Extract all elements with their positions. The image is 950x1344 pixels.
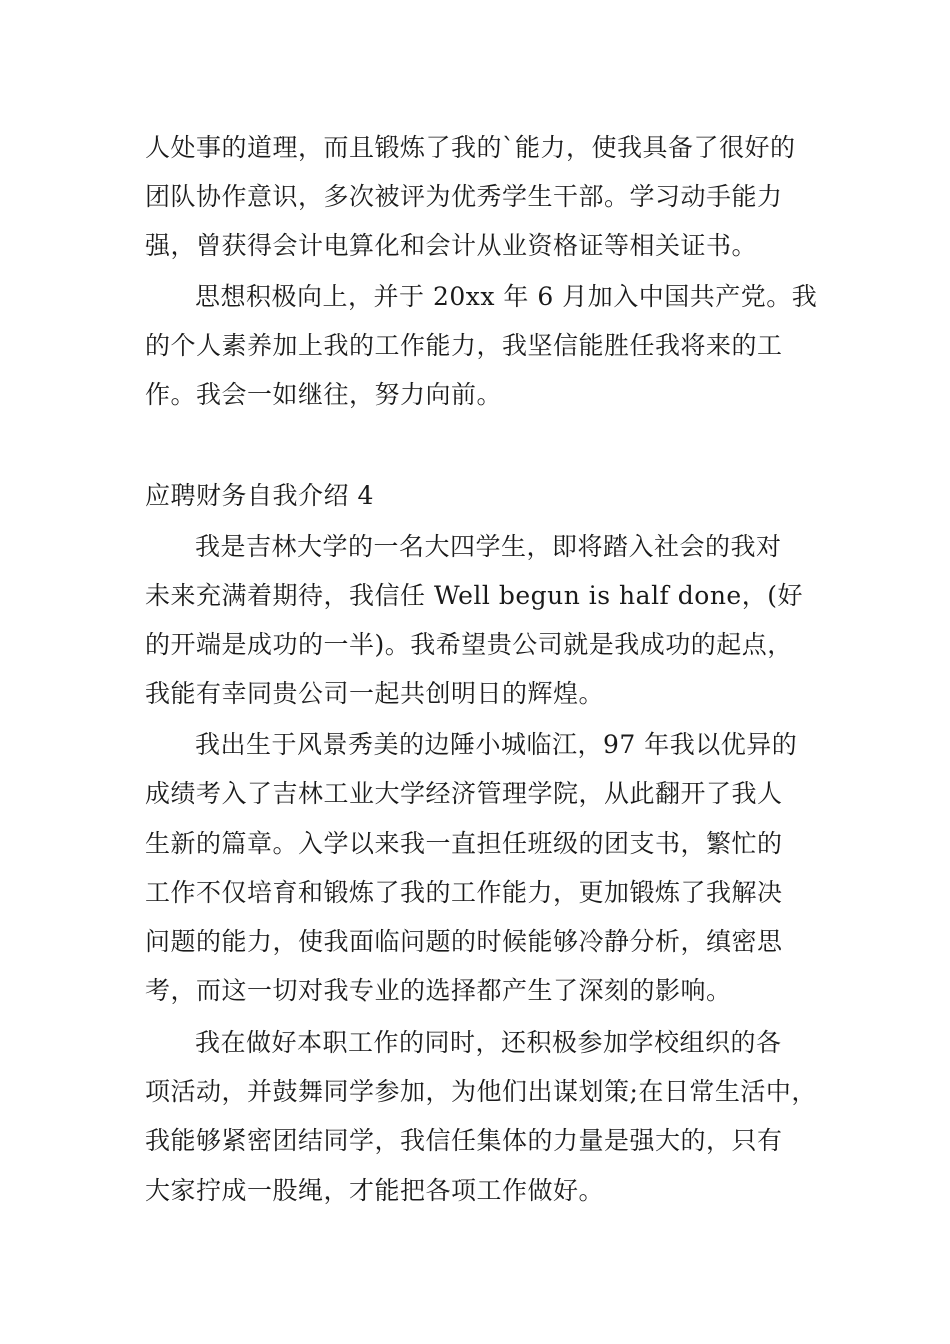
paragraph-first-line: 我在做好本职工作的同时，还积极参加学校组织的各 [195, 1028, 782, 1057]
body-text-line: 项活动，并鼓舞同学参加，为他们出谋划策;在日常生活中， [145, 1077, 817, 1106]
body-text-line: 强，曾获得会计电算化和会计从业资格证等相关证书。 [145, 231, 758, 260]
paragraph-first-line: 我是吉林大学的一名大四学生，即将踏入社会的我对 [195, 532, 782, 561]
body-text-line: 未来充满着期待，我信任 Well begun is half done，(好 [145, 581, 803, 610]
body-text-line: 的开端是成功的一半)。我希望贵公司就是我成功的起点， [145, 630, 793, 659]
body-text-line: 生新的篇章。入学以来我一直担任班级的团支书，繁忙的 [145, 829, 783, 858]
body-text-line: 成绩考入了吉林工业大学经济管理学院，从此翻开了我人 [145, 779, 783, 808]
section-heading: 应聘财务自我介绍 4 [145, 481, 374, 510]
body-text-line: 考，而这一切对我专业的选择都产生了深刻的影响。 [145, 976, 732, 1005]
body-text-line: 团队协作意识，多次被评为优秀学生干部。学习动手能力 [145, 182, 783, 211]
body-text-line: 作。我会一如继往，努力向前。 [145, 380, 503, 409]
body-text-line: 我能够紧密团结同学，我信任集体的力量是强大的，只有 [145, 1126, 783, 1155]
body-text-line: 大家拧成一股绳，才能把各项工作做好。 [145, 1176, 605, 1205]
body-text-line: 我能有幸同贵公司一起共创明日的辉煌。 [145, 679, 605, 708]
body-text-line: 工作不仅培育和锻炼了我的工作能力，更加锻炼了我解决 [145, 878, 783, 907]
body-text-line: 问题的能力，使我面临问题的时候能够冷静分析，缜密思 [145, 927, 783, 956]
body-text-line: 的个人素养加上我的工作能力，我坚信能胜任我将来的工 [145, 331, 783, 360]
body-text-line: 人处事的道理，而且锻炼了我的`能力，使我具备了很好的 [145, 133, 796, 162]
paragraph-first-line: 我出生于风景秀美的边陲小城临江，97 年我以优异的 [195, 730, 798, 759]
paragraph-first-line: 思想积极向上，并于 20xx 年 6 月加入中国共产党。我 [195, 282, 818, 311]
